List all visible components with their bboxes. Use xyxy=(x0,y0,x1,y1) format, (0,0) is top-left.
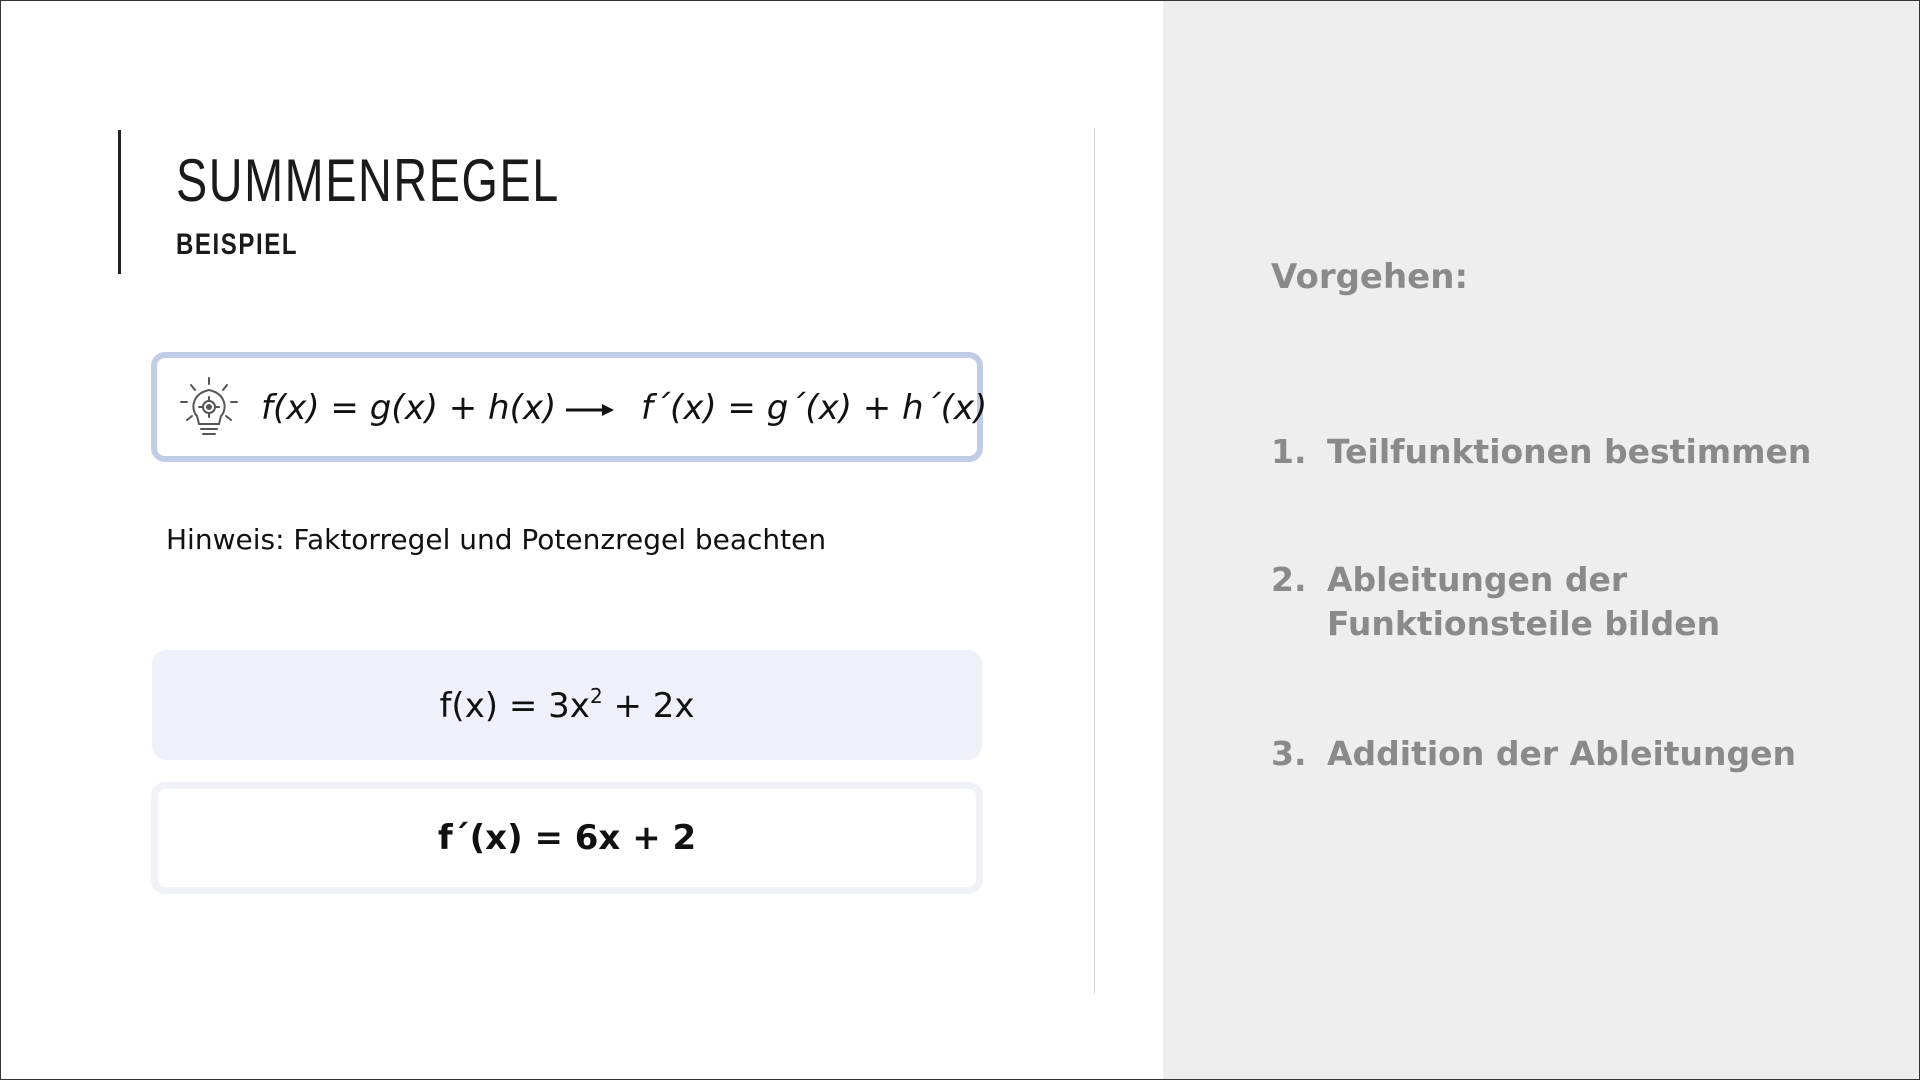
example-function-suffix: + 2x xyxy=(602,686,695,726)
slide-subtitle: BEISPIEL xyxy=(176,228,299,261)
procedure-panel xyxy=(1163,1,1919,1079)
step-number: 2. xyxy=(1271,560,1307,599)
step-text: Ableitungen der Funktionsteile bilden xyxy=(1327,560,1721,643)
step-text: Teilfunktionen bestimmen xyxy=(1327,432,1812,471)
procedure-heading: Vorgehen: xyxy=(1271,257,1469,297)
step-number: 3. xyxy=(1271,734,1307,773)
procedure-step xyxy=(1271,558,1741,646)
procedure-step xyxy=(1271,732,1831,776)
rule-box xyxy=(151,352,988,462)
rule-formula-left: f(x) = g(x) + h(x) xyxy=(261,388,557,428)
derivative-result: f´(x) = 6x + 2 xyxy=(437,818,697,858)
hint-text: Hinweis: Faktorregel und Potenzregel beachten xyxy=(166,523,827,556)
example-function xyxy=(439,684,694,726)
rule-formula-right: f´(x) = g´(x) + h´(x) xyxy=(641,388,988,428)
step-text: Addition der Ableitungen xyxy=(1327,734,1797,773)
example-function-prefix: f(x) = 3x xyxy=(439,686,590,726)
right-arrow-icon xyxy=(564,382,616,438)
slide-title: SUMMENREGEL xyxy=(176,147,560,214)
example-function-box xyxy=(152,650,982,760)
step-number: 1. xyxy=(1271,432,1307,471)
derivative-result-box xyxy=(151,782,983,894)
vertical-divider xyxy=(1094,128,1095,994)
lightbulb-gear-icon xyxy=(177,376,241,444)
title-accent-bar xyxy=(118,130,121,274)
example-function-exponent: 2 xyxy=(589,684,603,708)
procedure-step xyxy=(1271,430,1831,474)
